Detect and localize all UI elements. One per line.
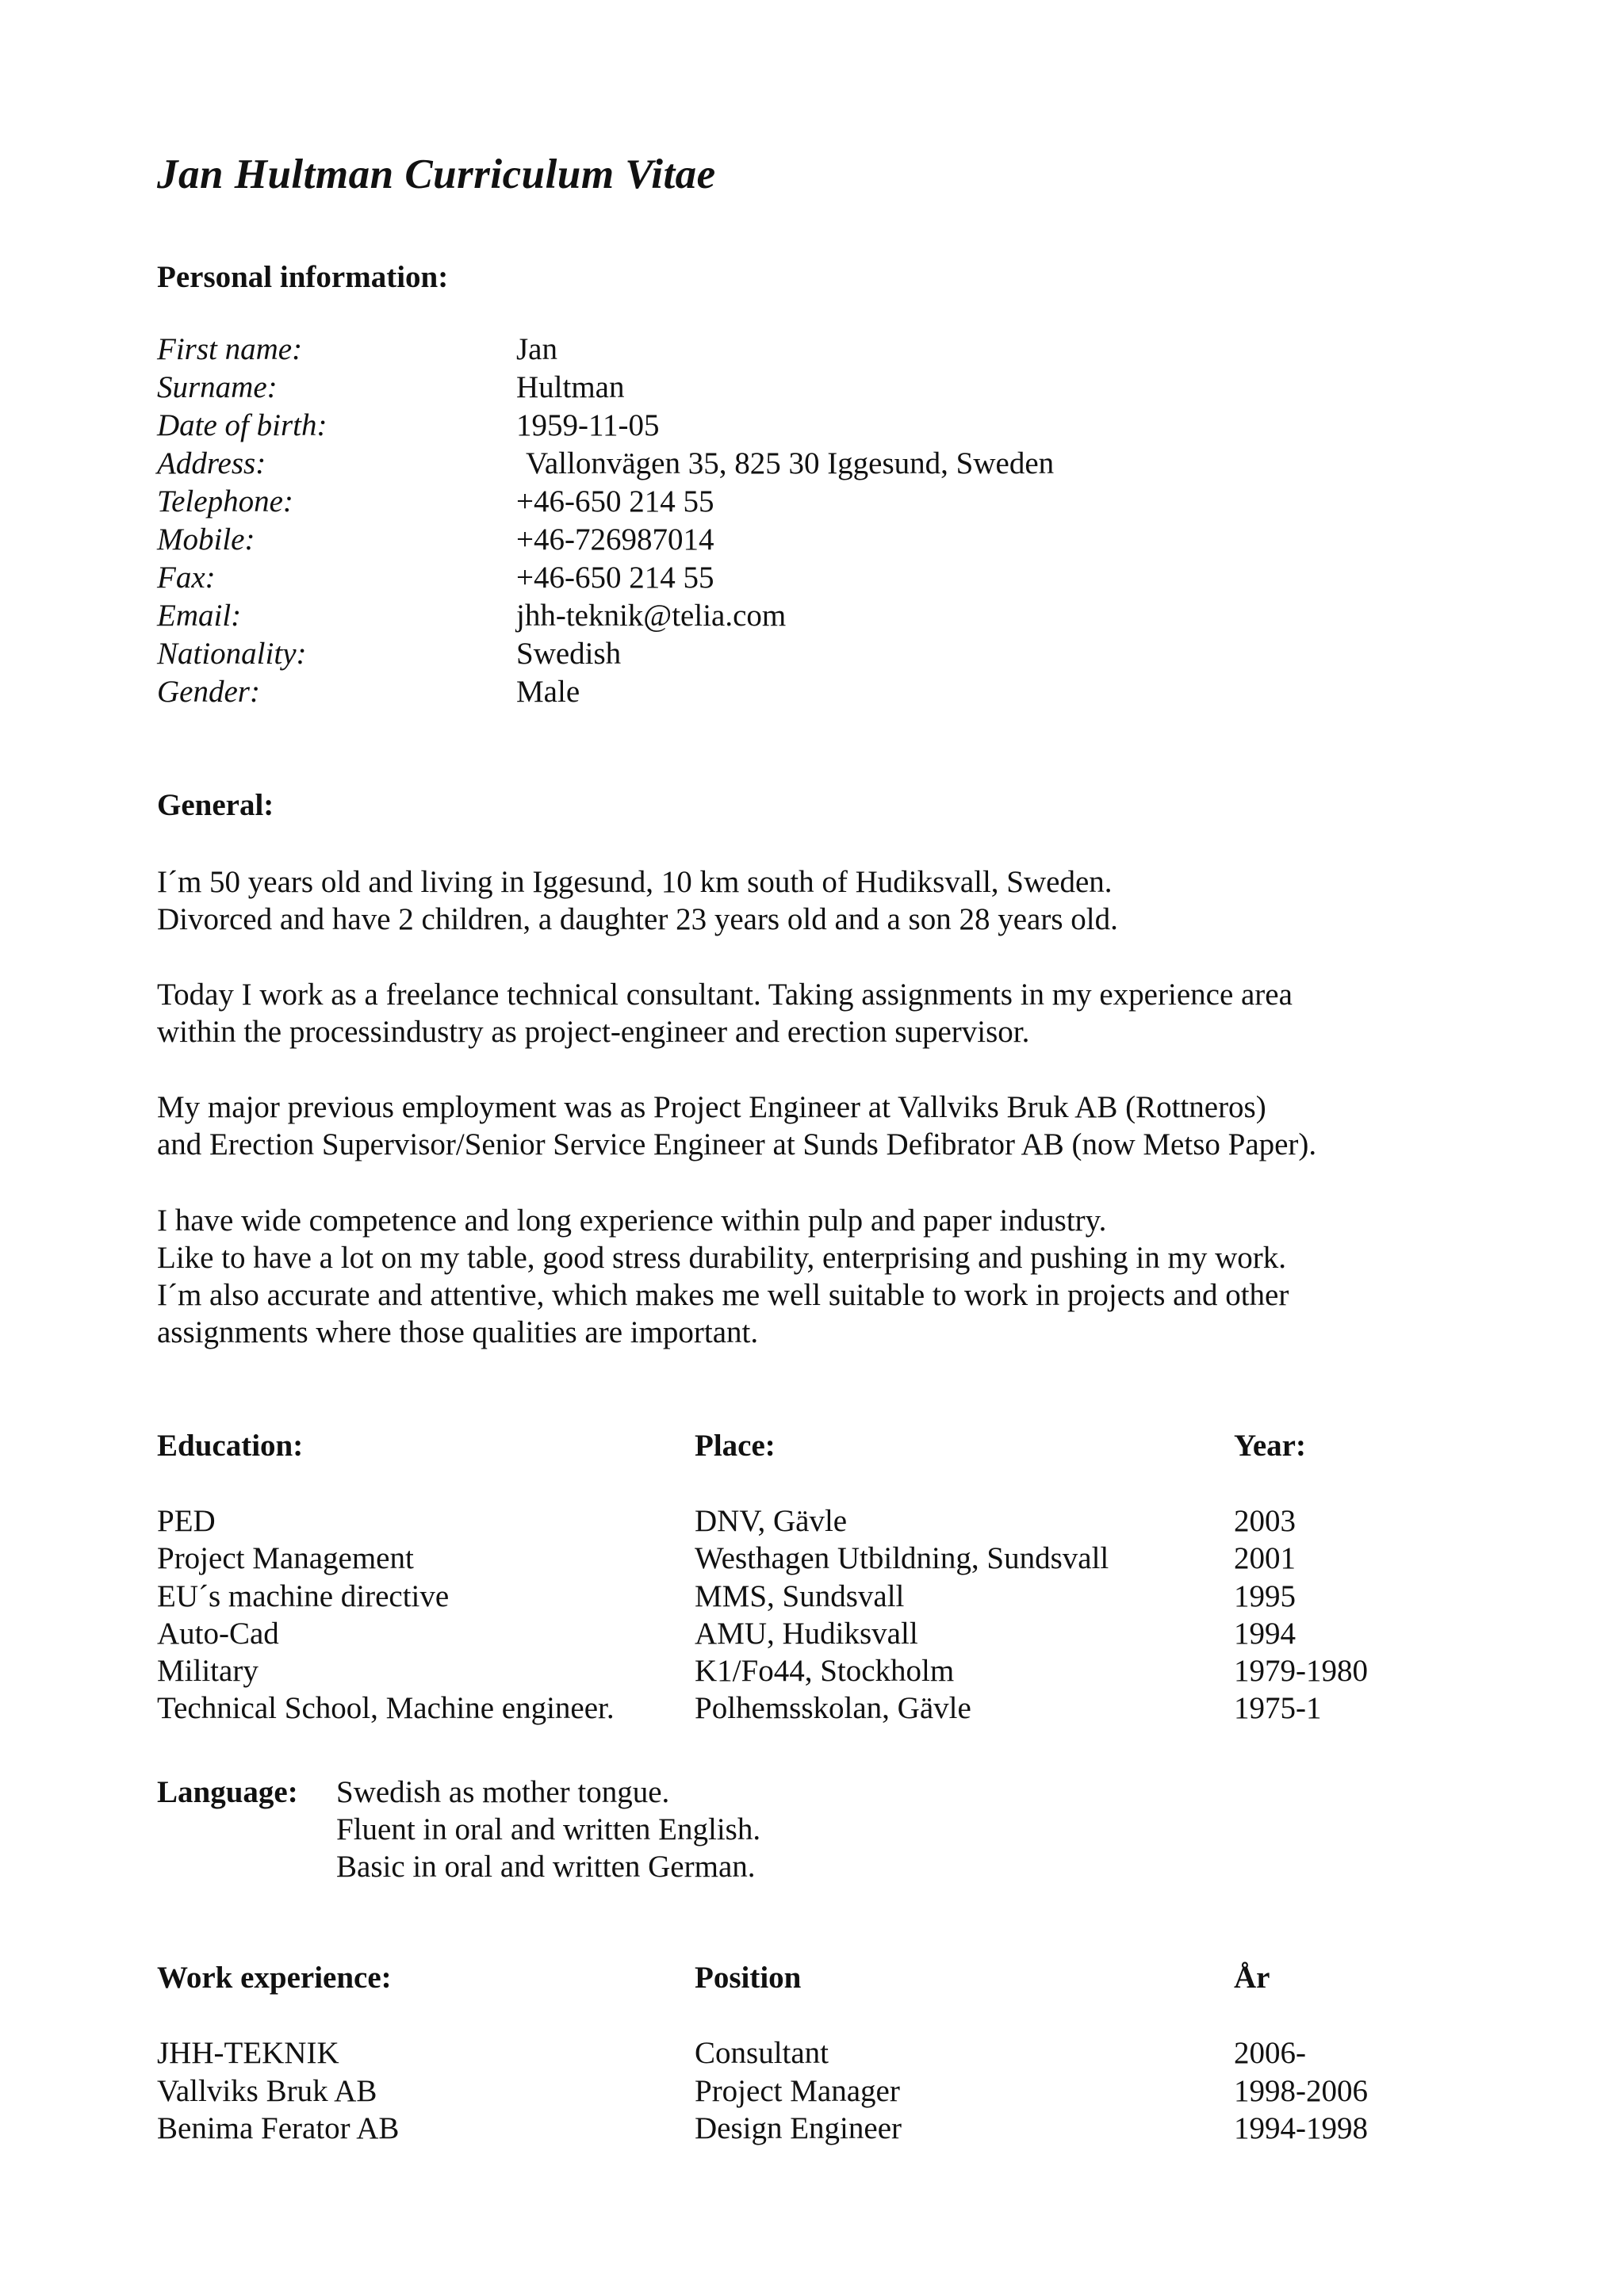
education-year: 2001 (1234, 1541, 1296, 1575)
language-line: Basic in oral and written German. (336, 1850, 756, 1884)
work-employer: JHH-TEKNIK (157, 2036, 339, 2070)
work-position: Design Engineer (695, 2111, 902, 2145)
education-course: Auto-Cad (157, 1617, 279, 1651)
general-line: Today I work as a freelance technical consultant. Taking assignments in my experience area (157, 978, 1293, 1012)
personal-label: Address: (157, 446, 266, 480)
education-place: AMU, Hudiksvall (695, 1617, 918, 1651)
personal-value: 1959-11-05 (516, 408, 660, 442)
personal-label: Surname: (157, 370, 278, 404)
education-place: MMS, Sundsvall (695, 1579, 905, 1613)
general-heading: General: (157, 788, 274, 822)
language-line: Swedish as mother tongue. (336, 1775, 670, 1809)
personal-label: Gender: (157, 675, 260, 709)
personal-value: Vallonvägen 35, 825 30 Iggesund, Sweden (526, 446, 1055, 480)
personal-value: Jan (516, 332, 557, 366)
education-course: EU´s machine directive (157, 1579, 450, 1613)
personal-label: Email: (157, 599, 242, 633)
general-line: I have wide competence and long experience within pulp and paper industry. (157, 1203, 1107, 1238)
email-value: jhh-teknik@telia.com (516, 599, 787, 633)
education-header: Education: (157, 1429, 304, 1463)
work-employer: Vallviks Bruk AB (157, 2074, 377, 2108)
general-line: and Erection Supervisor/Senior Service Engineer at Sunds Defibrator AB (now Metso Paper). (157, 1127, 1317, 1161)
work-years: 1998-2006 (1234, 2074, 1368, 2108)
personal-heading: Personal information: (157, 260, 449, 294)
general-line: My major previous employment was as Project Engineer at Vallviks Bruk AB (Rottneros) (157, 1090, 1266, 1124)
place-header: Place: (695, 1429, 776, 1463)
work-position: Project Manager (695, 2074, 900, 2108)
work-header: Work experience: (157, 1961, 392, 1995)
work-year-header: År (1234, 1961, 1270, 1995)
personal-label: Nationality: (157, 637, 307, 671)
personal-value: +46-726987014 (516, 522, 714, 557)
personal-label: Date of birth: (157, 408, 327, 442)
general-line: I´m also accurate and attentive, which makes me well suitable to work in projects and other (157, 1278, 1289, 1312)
page-title: Jan Hultman Curriculum Vitae (157, 151, 716, 197)
general-line: assignments where those qualities are important. (157, 1315, 759, 1349)
education-place: Polhemsskolan, Gävle (695, 1691, 971, 1725)
personal-value: +46-650 214 55 (516, 484, 714, 519)
general-line: Divorced and have 2 children, a daughter 23 years old and a son 28 years old. (157, 902, 1118, 936)
education-course: Project Management (157, 1541, 414, 1575)
general-line: within the processindustry as project-engineer and erection supervisor. (157, 1015, 1030, 1049)
education-course: Military (157, 1654, 259, 1688)
education-year: 1979-1980 (1234, 1654, 1368, 1688)
work-years: 2006- (1234, 2036, 1306, 2070)
personal-value: Hultman (516, 370, 625, 404)
personal-label: Fax: (157, 561, 216, 595)
education-year: 2003 (1234, 1504, 1296, 1538)
personal-value: +46-650 214 55 (516, 561, 714, 595)
work-employer: Benima Ferator AB (157, 2111, 400, 2145)
work-years: 1994-1998 (1234, 2111, 1368, 2145)
education-place: K1/Fo44, Stockholm (695, 1654, 955, 1688)
position-header: Position (695, 1961, 802, 1995)
personal-label: Telephone: (157, 484, 293, 519)
year-header: Year: (1234, 1429, 1306, 1463)
work-position: Consultant (695, 2036, 829, 2070)
education-year: 1995 (1234, 1579, 1296, 1613)
education-place: Westhagen Utbildning, Sundsvall (695, 1541, 1109, 1575)
education-year: 1975-1 (1234, 1691, 1322, 1725)
general-line: Like to have a lot on my table, good stress durability, enterprising and pushing in my work. (157, 1241, 1286, 1275)
personal-value: Swedish (516, 637, 622, 671)
language-label: Language: (157, 1775, 298, 1809)
education-course: PED (157, 1504, 216, 1538)
personal-label: Mobile: (157, 522, 255, 557)
personal-label: First name: (157, 332, 303, 366)
education-year: 1994 (1234, 1617, 1296, 1651)
general-line: I´m 50 years old and living in Iggesund, 10 km south of Hudiksvall, Sweden. (157, 865, 1113, 899)
personal-value: Male (516, 675, 580, 709)
education-place: DNV, Gävle (695, 1504, 848, 1538)
language-line: Fluent in oral and written English. (336, 1812, 761, 1846)
education-course: Technical School, Machine engineer. (157, 1691, 615, 1725)
